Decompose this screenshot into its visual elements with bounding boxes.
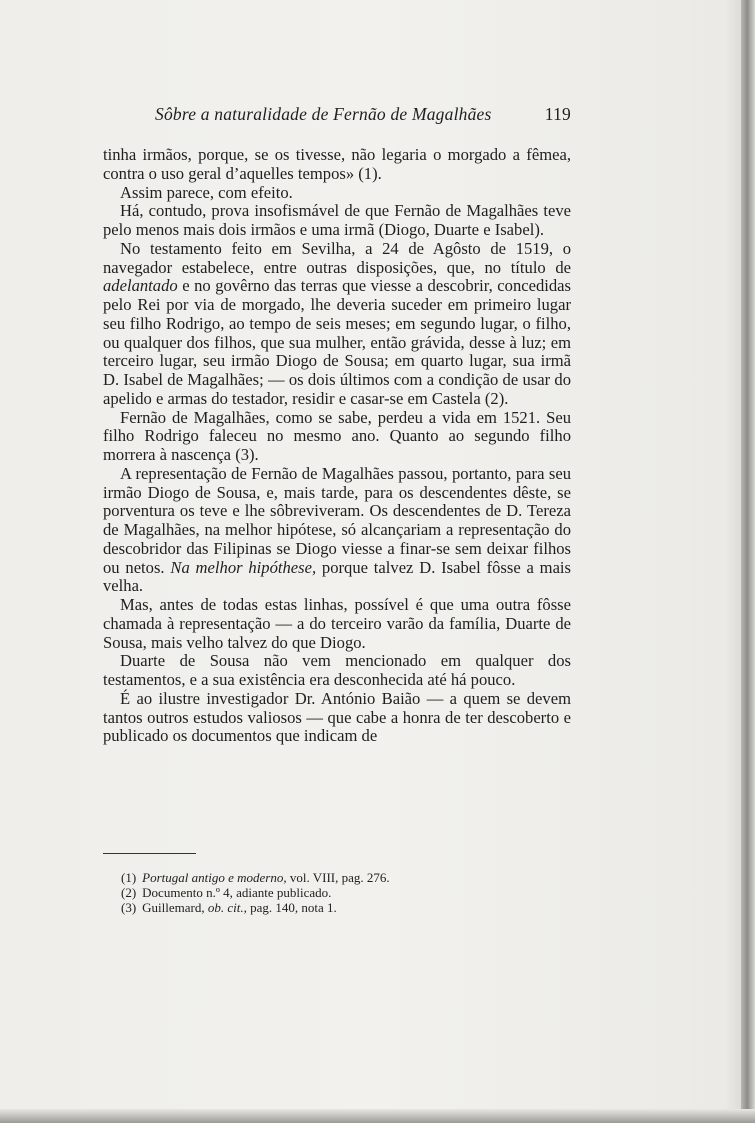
paragraph	[103, 465, 571, 596]
page-edge	[741, 0, 755, 1123]
text-run: vol. VIII, pag. 276.	[286, 870, 390, 885]
footnote-list	[121, 870, 561, 915]
text-run: A representação de Fernão de Magalhães passou, portanto, para seu irmão Diogo de Sousa, e, mais tarde, para os descendentes dêste, se porventura os teve e lhe sôbreviveram. Os descendentes de D. Tereza de Magalhães, na melhor hipótese, só alcançariam a representação do descobridor das Filipinas se Diogo viesse a finar-se sem deixar filhos ou netos.	[103, 463, 571, 577]
paragraph	[103, 240, 571, 409]
paragraph	[103, 652, 571, 690]
body-text	[103, 146, 571, 746]
text-run: Duarte de Sousa não vem mencionado em qualquer dos testamentos, e a sua existência era desconhecida até há pouco.	[103, 651, 571, 689]
text-run: e no govêrno das terras que viesse a descobrir, concedidas pelo Rei por via de morgado, lhe deveria suceder em primeiro lugar seu filho Rodrigo, ao tempo de seis meses; em segundo lugar, o filho, ou qualquer dos filhos, que sua mulher, então grávida, desse à luz; em terceiro lugar, seu irmão Diogo de Sousa; em quarto lugar, sua irmã D. Isabel de Magalhães; — os dois últimos com a condição de usar do apelido e armas do testador, residir e casar-se em Castela (2).	[103, 276, 571, 408]
footnote-rule	[103, 853, 196, 854]
paragraph	[103, 596, 571, 652]
footnote-marker: (3)	[121, 900, 137, 915]
footnote	[121, 870, 561, 885]
text-run: É ao ilustre investigador Dr. António Baião — a quem se devem tantos outros estudos valiosos — que cabe a honra de ter descoberto e publicado os documentos que indicam de	[103, 688, 571, 746]
footnote	[121, 900, 561, 915]
paragraph	[103, 409, 571, 465]
page-bottom-shadow	[0, 1109, 755, 1123]
text-run: Há, contudo, prova insofismável de que Fernão de Magalhães teve pelo menos mais dois irmãos e uma irmã (Diogo, Duarte e Isabel).	[103, 201, 571, 239]
paragraph	[103, 690, 571, 746]
text-run: Mas, antes de todas estas linhas, possível é que uma outra fôsse chamada à representação — a do terceiro varão da família, Duarte de Sousa, mais velho talvez do que Diogo.	[103, 595, 571, 652]
text-run: pag. 140, nota 1.	[246, 900, 337, 915]
paragraph	[103, 202, 571, 240]
italic-text: Portugal antigo e moderno,	[142, 870, 287, 885]
paragraph	[103, 146, 571, 184]
footnote	[121, 885, 561, 900]
footnote-marker: (1)	[121, 870, 137, 885]
page-number: 119	[544, 104, 571, 124]
italic-text: Na melhor hipóthese,	[170, 557, 317, 577]
footnote-marker: (2)	[121, 885, 137, 900]
text-run: No testamento feito em Sevilha, a 24 de Agôsto de 1519, o navegador estabelece, entre outras disposições, que, no título de	[103, 238, 571, 277]
italic-text: ob. cit.,	[207, 900, 247, 915]
running-title: Sôbre a naturalidade de Fernão de Magalhães	[155, 104, 492, 124]
text-run: porque talvez D. Isabel fôsse a mais velha.	[103, 557, 572, 596]
text-run: tinha irmãos, porque, se os tivesse, não legaria o morgado a fêmea, contra o uso geral d’aquelles tempos» (1).	[103, 145, 571, 183]
paragraph	[103, 184, 571, 203]
text-run: Guillemard,	[142, 900, 208, 915]
italic-text: adelantado	[103, 276, 178, 296]
footnotes	[121, 870, 561, 915]
text-run: Fernão de Magalhães, como se sabe, perdeu a vida em 1521. Seu filho Rodrigo faleceu no mesmo ano. Quanto ao segundo filho morrera à nascença (3).	[103, 407, 571, 464]
running-header	[155, 104, 571, 130]
text-run: Documento n.º 4, adiante publicado.	[142, 885, 332, 900]
text-run: Assim parece, com efeito.	[120, 182, 293, 202]
